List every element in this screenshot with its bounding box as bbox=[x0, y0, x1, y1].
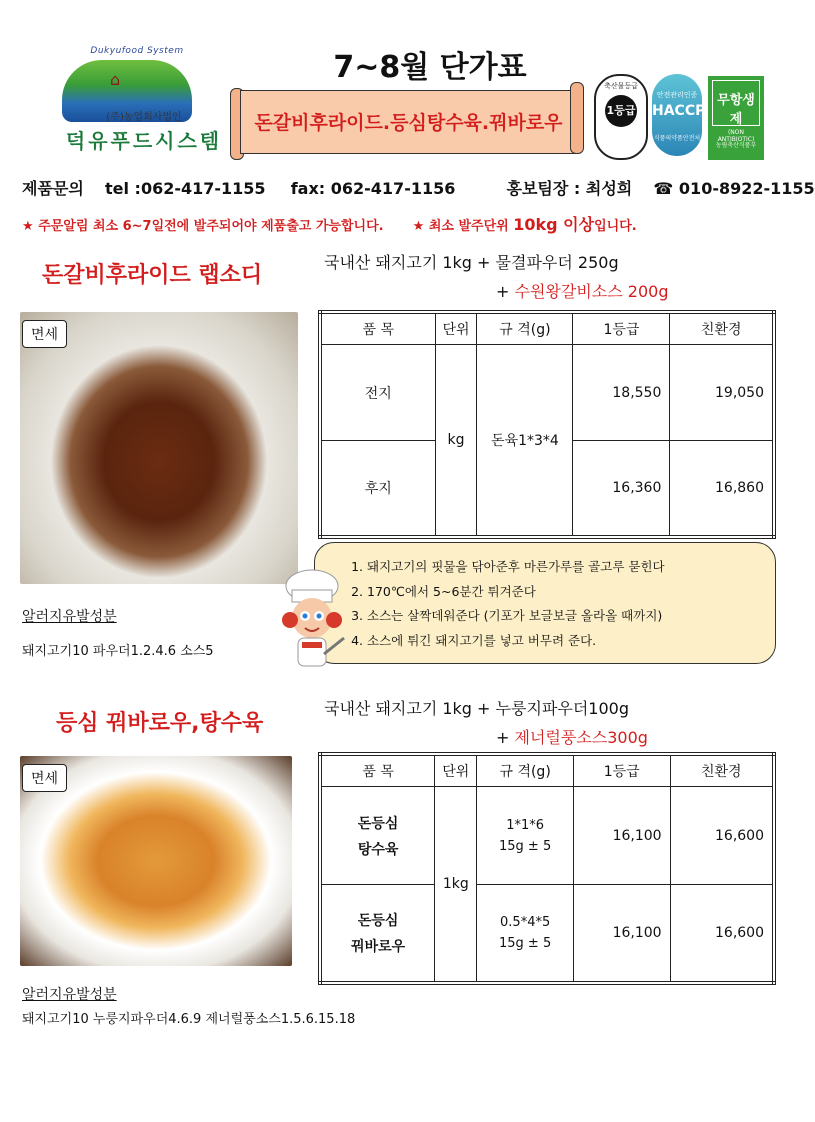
product1-price-table bbox=[318, 310, 776, 539]
banner-text: 돈갈비후라이드.등심탕수육.꿔바로우 bbox=[254, 112, 563, 134]
non-antibiotic-sub: (NON ANTIBIOTIC) bbox=[717, 129, 755, 143]
company-logo bbox=[44, 40, 244, 155]
row-item-line2: 탕수육 bbox=[357, 841, 399, 858]
product2-title: 등심 꿔바로우,탕수육 bbox=[56, 711, 264, 736]
row-spec bbox=[477, 885, 573, 983]
scroll-right-roll bbox=[570, 82, 584, 154]
recipe-step: 1. 돼지고기의 핏물을 닦아준후 마른가루를 골고루 묻힌다 bbox=[367, 555, 775, 580]
notice-order-text: 주문알림 최소 6~7일전에 발주되어야 제품출고 가능합니다. bbox=[38, 219, 384, 234]
row-eco: 16,860 bbox=[670, 441, 774, 537]
row-grade1: 16,360 bbox=[573, 441, 670, 537]
row-item-line2: 꿔바로우 bbox=[351, 938, 406, 955]
product1-allergy: 돼지고기10 파우더1.2.4.6 소스5 bbox=[22, 644, 214, 659]
notice-min-pre: 최소 발주단위 bbox=[428, 219, 509, 234]
col-spec: 규 격(g) bbox=[477, 754, 573, 787]
col-grade1: 1등급 bbox=[573, 312, 670, 345]
product1-ingredients bbox=[324, 250, 668, 302]
row-eco: 19,050 bbox=[670, 345, 774, 441]
row-item-line1: 돈등심 bbox=[357, 912, 399, 929]
contact-phone: 010-8922-1155 bbox=[678, 179, 815, 198]
haccp-badge bbox=[652, 74, 706, 156]
logo-company-name: 덕유푸드시스템 bbox=[65, 129, 223, 153]
row-spec-line1: 1*1*6 bbox=[506, 817, 545, 833]
row-eco: 16,600 bbox=[670, 885, 774, 983]
contact-fax: fax: 062-417-1156 bbox=[290, 179, 456, 198]
row-spec-line2: 15g ± 5 bbox=[499, 935, 552, 951]
chef-character-icon bbox=[272, 568, 352, 678]
product1-ingr-line2: 수원왕갈비소스 200g bbox=[514, 282, 669, 301]
product1-ingr-plus: + bbox=[496, 282, 510, 301]
non-antibiotic-badge bbox=[708, 76, 764, 160]
row-grade1: 16,100 bbox=[573, 885, 670, 983]
grade-cert-badge bbox=[594, 74, 648, 160]
col-item: 품 목 bbox=[320, 312, 435, 345]
grade-cert-top: 축산물등급 bbox=[604, 82, 638, 90]
product2-ingr-plus: + bbox=[496, 728, 510, 747]
non-antibiotic-big: 무항생제 bbox=[717, 93, 755, 127]
product2-ingredients bbox=[324, 696, 648, 748]
contact-label: 제품문의 bbox=[22, 179, 84, 198]
grade-cert-big: 1등급 bbox=[605, 95, 637, 127]
col-eco: 친환경 bbox=[670, 312, 774, 345]
col-eco: 친환경 bbox=[670, 754, 774, 787]
star-icon: ★ bbox=[412, 219, 425, 234]
haccp-sub: 식품의약품안전처 bbox=[653, 135, 701, 142]
row-spec-line1: 0.5*4*5 bbox=[500, 914, 551, 930]
product2-allergy: 돼지고기10 누룽지파우더4.6.9 제너럴풍소스1.5.6.15.18 bbox=[22, 1012, 356, 1027]
row-spec: 돈육1*3*4 bbox=[477, 345, 573, 537]
recipe-bubble bbox=[314, 542, 776, 664]
phone-icon: ☎ bbox=[653, 179, 674, 198]
banner-scroll bbox=[230, 82, 585, 160]
row-spec-line2: 15g ± 5 bbox=[499, 838, 552, 854]
contact-manager: 홍보팀장 : 최성희 bbox=[506, 179, 633, 198]
star-icon: ★ bbox=[22, 219, 34, 234]
row-item bbox=[320, 885, 435, 983]
row-unit: kg bbox=[435, 345, 477, 537]
banner-body bbox=[240, 90, 577, 154]
haccp-top: 안전관리인증 bbox=[656, 91, 698, 99]
product2-ingr-line2: 제너럴풍소스300g bbox=[514, 728, 648, 747]
table-header-row bbox=[320, 754, 774, 787]
recipe-step: 2. 170℃에서 5~6분간 튀겨준다 bbox=[367, 580, 775, 605]
product2-tax-free-tag: 면세 bbox=[22, 764, 67, 792]
row-item bbox=[320, 787, 435, 885]
contact-line bbox=[22, 176, 815, 199]
non-antibiotic-box bbox=[712, 80, 760, 143]
row-item-line1: 돈등심 bbox=[357, 815, 399, 832]
row-eco: 16,600 bbox=[670, 787, 774, 885]
logo-corp-type: (주)농업회사법인 bbox=[106, 112, 182, 123]
col-item: 품 목 bbox=[320, 754, 435, 787]
table-header-row bbox=[320, 312, 774, 345]
contact-tel: tel :062-417-1155 bbox=[104, 179, 266, 198]
table-row bbox=[320, 885, 774, 983]
col-unit: 단위 bbox=[435, 312, 477, 345]
col-spec: 규 격(g) bbox=[477, 312, 573, 345]
order-notice bbox=[22, 212, 637, 235]
col-grade1: 1등급 bbox=[573, 754, 670, 787]
recipe-step: 3. 소스는 살짝데워준다 (기포가 보글보글 올라올 때까지) bbox=[367, 604, 775, 629]
row-grade1: 16,100 bbox=[573, 787, 670, 885]
product1-tax-free-tag: 면세 bbox=[22, 320, 67, 348]
haccp-big: HACCP bbox=[652, 103, 706, 119]
logo-arc-text: Dukyufood System bbox=[90, 46, 184, 56]
product2-ingr-line1: 국내산 돼지고기 1kg + 누룽지파우더100g bbox=[324, 699, 629, 718]
notice-min-post: 입니다. bbox=[594, 219, 637, 234]
row-item: 전지 bbox=[320, 345, 435, 441]
product2-price-table bbox=[318, 752, 776, 985]
col-unit: 단위 bbox=[435, 754, 477, 787]
row-spec bbox=[477, 787, 573, 885]
page-title: 7~8월 단가표 bbox=[333, 50, 527, 85]
row-grade1: 18,550 bbox=[573, 345, 670, 441]
product2-allergy-title: 알러지유발성분 bbox=[22, 987, 117, 1003]
farm-house-icon: ⌂ bbox=[110, 70, 121, 89]
notice-min-big: 10kg 이상 bbox=[513, 215, 595, 234]
recipe-list bbox=[315, 555, 775, 653]
row-item: 후지 bbox=[320, 441, 435, 537]
product1-photo bbox=[20, 312, 298, 584]
row-unit: 1kg bbox=[435, 787, 477, 983]
product1-ingr-line1: 국내산 돼지고기 1kg + 물결파우더 250g bbox=[324, 253, 619, 272]
table-row bbox=[320, 345, 774, 441]
product1-allergy-title: 알러지유발성분 bbox=[22, 609, 117, 625]
product1-title: 돈갈비후라이드 랩소디 bbox=[42, 263, 263, 288]
table-row bbox=[320, 787, 774, 885]
recipe-step: 4. 소스에 튀긴 돼지고기를 넣고 버무려 준다. bbox=[367, 629, 775, 654]
non-antibiotic-footer: 농림축산식품부 bbox=[715, 142, 757, 149]
